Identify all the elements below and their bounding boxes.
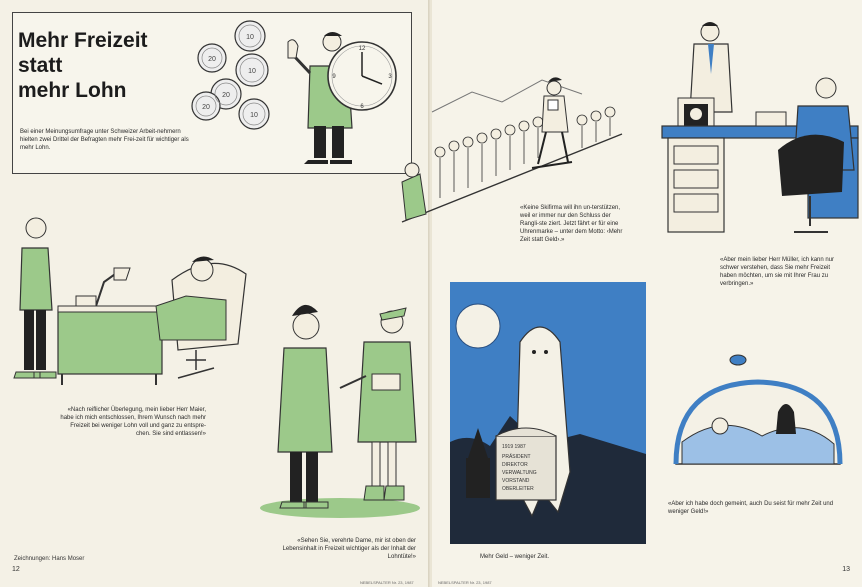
- svg-text:10: 10: [248, 68, 256, 75]
- left-page: [0, 0, 430, 587]
- caption-office: «Aber mein lieber Herr Müller, ich kann nur schwer verstehen, dass Sie mehr Freizeit haben möchten, um sie mit Ihrer Frau zu verbringen.»: [720, 257, 835, 287]
- office-meeting-illustration: [658, 20, 858, 252]
- svg-text:20: 20: [208, 56, 216, 63]
- svg-text:20: 20: [202, 104, 210, 111]
- caption-boss-fires: «Nach reiflicher Überlegung, mein lieber Herr Maier, habe ich mich entschlossen, Ihrem Wunsch nach mehr Freizeit bei weniger Lohn voll und ganz zu entspre-chen. Sie sind entlassen!»: [60, 407, 206, 437]
- caption-lady: «Sehen Sie, verehrte Dame, mir ist oben der Lebensinhalt in Freizeit wichtiger als der Inhalt der Lohntüte!»: [282, 538, 416, 560]
- bed-illustration: [668, 352, 848, 482]
- boss-desk-illustration: [6, 210, 256, 395]
- svg-text:12: 12: [358, 46, 366, 52]
- caption-ghost: Mehr Geld – weniger Zeit.: [480, 554, 550, 560]
- tombstone-line: VORSTAND: [502, 478, 530, 484]
- tombstone-line: VERWALTUNG: [502, 470, 537, 476]
- footer-right: NEBELSPALTER Nr. 23, 1987: [438, 580, 492, 585]
- intro-text: Bei einer Meinungsumfrage unter Schweizer Arbeit-nehmern hielten zwei Drittel der Befragten mehr Frei-zeit für wichtiger als mehr Lohn.: [20, 129, 189, 151]
- caption-bed: «Aber ich habe doch gemeint, auch Du seist für mehr Zeit und weniger Geld!»: [668, 501, 834, 515]
- tombstone-line: OBERLEITER: [502, 486, 534, 492]
- tombstone-line: DIREKTOR: [502, 462, 528, 468]
- svg-text:20: 20: [222, 92, 230, 99]
- headline: Mehr Freizeit statt mehr Lohn: [18, 29, 148, 102]
- footer-left: NEBELSPALTER Nr. 23, 1987: [360, 580, 414, 585]
- man-and-lady-illustration: [262, 292, 427, 520]
- svg-text:6: 6: [360, 104, 364, 110]
- illustration-credit: Zeichnungen: Hans Moser: [14, 556, 85, 562]
- svg-text:10: 10: [246, 34, 254, 41]
- right-page: [432, 0, 862, 587]
- svg-text:9: 9: [332, 74, 336, 80]
- coins-illustration: [188, 18, 278, 134]
- caption-skier: «Keine Skifirma will ihn un-terstützen, weil er immer nur den Schluss der Rangli-ste ziert. Jetzt fährt er für eine Uhrenmarke – unter dem Motto: ‹Mehr Zeit statt Geld›.»: [520, 205, 623, 243]
- man-with-clock-illustration: [270, 28, 400, 168]
- tombstone-line: 1919 1987: [502, 444, 526, 450]
- page-number-right: 13: [842, 566, 850, 573]
- svg-text:10: 10: [250, 112, 258, 119]
- page-number-left: 12: [12, 566, 20, 573]
- tombstone-line: PRÄSIDENT: [502, 454, 531, 460]
- svg-text:3: 3: [388, 74, 392, 80]
- ghost-graveyard-illustration: [450, 282, 646, 544]
